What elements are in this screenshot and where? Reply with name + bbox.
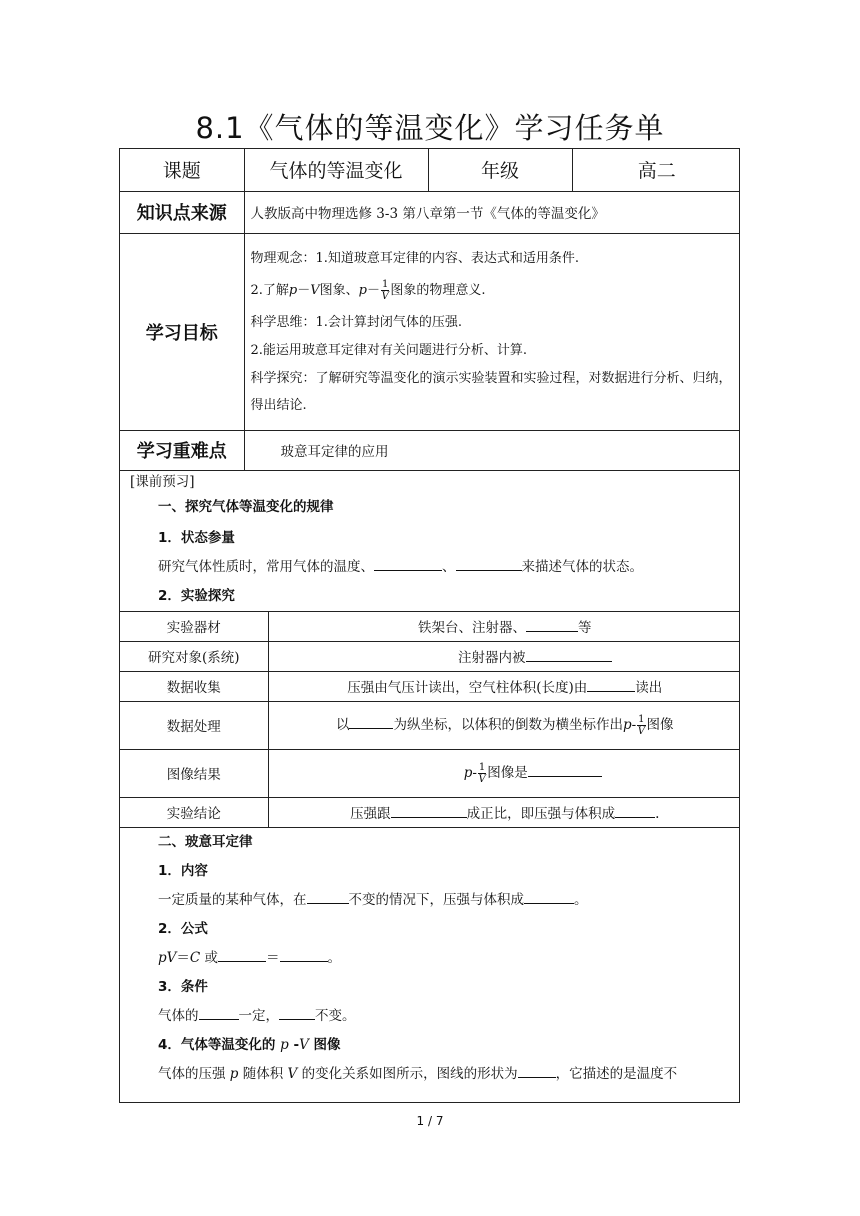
exp-row-label: 数据收集 xyxy=(120,671,268,701)
section-2-heading: 二、玻意耳定律 xyxy=(158,833,253,850)
fraction-1-over-v: $\frac{1}{V}$ xyxy=(637,714,645,737)
exp-row-value: p- $\frac{1}{V}$ 图像是 xyxy=(268,749,740,797)
experiment-table xyxy=(120,611,740,828)
info-table xyxy=(120,149,740,471)
goal-4: 2.能运用玻意耳定律对有关问题进行分析、计算. xyxy=(250,342,528,358)
formula-text: pV＝C 或 ＝ 。 xyxy=(158,949,342,966)
goal-2: 2.了解p－V图象、p－ $\frac{1}{V}$ 图象的物理意义. xyxy=(250,278,486,302)
goal-5: 科学探究：了解研究等温变化的演示实验装置和实验过程，对数据进行分析、归纳，得出结论. xyxy=(250,370,732,413)
exp-row-label: 数据处理 xyxy=(120,701,268,749)
exp-row-label: 实验结论 xyxy=(120,797,268,827)
pv-graph-text: 气体的压强 p 随体积 V 的变化关系如图所示，图线的形状为 ，它描述的是温度不 xyxy=(158,1065,678,1082)
exp-row-label: 图像结果 xyxy=(120,749,268,797)
topic-value: 气体的等温变化 xyxy=(244,149,428,191)
exp-row-label: 实验器材 xyxy=(120,611,268,641)
source-label: 知识点来源 xyxy=(120,191,244,233)
sub-experiment: 2．实验探究 xyxy=(158,587,235,604)
grade-label: 年级 xyxy=(428,149,572,191)
sub-state-params: 1．状态参量 xyxy=(158,529,235,546)
fraction-1-over-v: $\frac{1}{V}$ xyxy=(381,278,389,302)
sub-formula: 2．公式 xyxy=(158,920,208,937)
exp-row-value: 铁架台、注射器、 等 xyxy=(268,611,740,641)
exp-row-label: 研究对象(系统) xyxy=(120,641,268,671)
fraction-1-over-v: $\frac{1}{V}$ xyxy=(478,762,486,785)
preview-label: [课前预习] xyxy=(130,473,195,490)
goals-label: 学习目标 xyxy=(120,233,244,430)
preview-section xyxy=(120,471,739,1089)
sub-content: 1．内容 xyxy=(158,862,208,879)
exp-row-value: 注射器内被 xyxy=(268,641,740,671)
section-1-heading: 一、探究气体等温变化的规律 xyxy=(158,498,334,515)
grade-value: 高二 xyxy=(572,149,740,191)
sub-conditions: 3．条件 xyxy=(158,978,208,995)
difficulty-label: 学习重难点 xyxy=(120,430,244,470)
topic-label: 课题 xyxy=(120,149,244,191)
difficulty-value: 玻意耳定律的应用 xyxy=(244,430,740,470)
worksheet-frame xyxy=(119,148,740,1103)
state-params-text: 研究气体性质时，常用气体的温度、 、 来描述气体的状态。 xyxy=(158,558,643,575)
sub-pv-graph: 4．气体等温变化的 p -V 图像 xyxy=(158,1036,341,1053)
content-text: 一定质量的某种气体，在 不变的情况下，压强与体积成 。 xyxy=(158,891,588,908)
goals-content xyxy=(244,233,740,430)
source-value: 人教版高中物理选修 3-3 第八章第一节《气体的等温变化》 xyxy=(244,191,740,233)
exp-row-value: 以 为纵坐标，以体积的倒数为横坐标作出p- $\frac{1}{V}$ 图像 xyxy=(268,701,740,749)
exp-row-value: 压强由气压计读出，空气柱体积(长度)由 读出 xyxy=(268,671,740,701)
page-number: 1 / 7 xyxy=(416,1114,444,1128)
conditions-text: 气体的 一定， 不变。 xyxy=(158,1007,356,1024)
goal-3: 科学思维：1.会计算封闭气体的压强. xyxy=(250,314,463,330)
exp-row-value: 压强跟 成正比，即压强与体积成 . xyxy=(268,797,740,827)
document-title: 8.1《气体的等温变化》学习任务单 xyxy=(195,111,665,145)
goal-1: 物理观念：1.知道玻意耳定律的内容、表达式和适用条件. xyxy=(250,250,580,266)
